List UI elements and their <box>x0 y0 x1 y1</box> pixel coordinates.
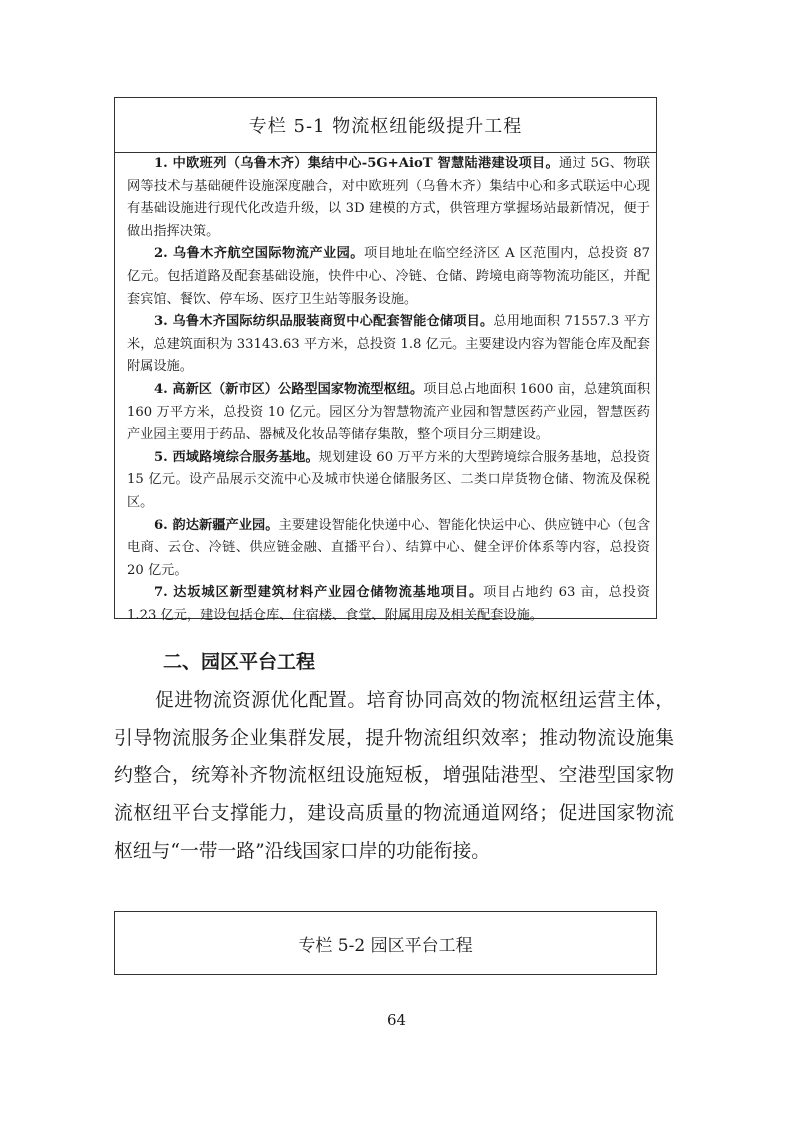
column-box-5-2 <box>114 911 657 975</box>
list-item <box>127 515 650 583</box>
item-text: 项目总占地面积 1600 亩，总建筑面积 160 万平方米，总投资 10 亿元。园区分为智慧物流产业园和智慧医药产业园，智慧医药产业园主要用于药品、器械及化妆品等储存集散，整个项目分三期建设。 <box>127 381 651 443</box>
column-box-5-1 <box>114 97 657 623</box>
page-number: 64 <box>386 1011 407 1029</box>
item-text: 主要建设智能化快递中心、智能化快运中心、供应链中心（包含电商、云仓、冷链、供应链金融、直播平台）、结算中心、健全评价体系等内容，总投资 20 亿元。 <box>127 517 651 578</box>
item-text: 项目占地约 63 亩，总投资 1.23 亿元，建设包括仓库、住宿楼、食堂、附属用房及相关配套设施。 <box>127 585 650 623</box>
list-item <box>127 379 650 447</box>
column-body <box>115 153 656 627</box>
item-lead: 2. 乌鲁木齐航空国际物流产业园。 <box>154 246 364 262</box>
item-text: 通过 5G、物联网等技术与基础硬件设施深度融合，对中欧班列（乌鲁木齐）集结中心和多式联运中心现有基础设施进行现代化改造升级，以 3D 建模的方式，供管理方掌握场站最新情况，便于做出指挥决策。 <box>127 156 650 239</box>
item-lead: 5. 西域路境综合服务基地。 <box>154 449 319 465</box>
column-title: 专栏 5-2 园区平台工程 <box>298 935 473 956</box>
list-item <box>127 311 650 379</box>
list-item <box>127 582 650 627</box>
item-lead: 3. 乌鲁木齐国际纺织品服装商贸中心配套智能仓储项目。 <box>154 314 494 330</box>
list-item <box>127 243 650 311</box>
item-lead: 4. 高新区（新市区）公路型国家物流型枢纽。 <box>154 381 424 397</box>
item-text: 规划建设 60 万平方米的大型跨境综合服务基地，总投资 15 亿元。设产品展示交流中心及城市快递仓储服务区、二类口岸货物仓储、物流及保税区。 <box>127 449 651 510</box>
section-heading: 二、园区平台工程 <box>163 651 316 673</box>
item-lead: 7. 达坂城区新型建筑材料产业园仓储物流基地项目。 <box>154 585 484 601</box>
body-paragraph: 促进物流资源优化配置。培育协同高效的物流枢纽运营主体，引导物流服务企业集群发展，提升物流组织效率；推动物流设施集约整合，统筹补齐物流枢纽设施短板，增强陆港型、空港型国家物流枢纽平台支撑能力，建设高质量的物流通道网络；促进国家物流枢纽与“一带一路”沿线国家口岸的功能衔接。 <box>114 690 674 862</box>
list-item <box>127 153 650 243</box>
item-lead: 6. 韵达新疆产业园。 <box>154 517 279 533</box>
column-title: 专栏 5-1 物流枢纽能级提升工程 <box>115 98 656 153</box>
item-text: 总用地面积 71557.3 平方米，总建筑面积为 33143.63 平方米，总投资 1.8 亿元。主要建设内容为智能仓库及配套附属设施。 <box>127 314 651 375</box>
item-lead: 1. 中欧班列（乌鲁木齐）集结中心-5G+AioT 智慧陆港建设项目。 <box>154 156 560 171</box>
item-text: 项目地址在临空经济区 A 区范围内，总投资 87 亿元。包括道路及配套基础设施，快件中心、冷链、仓储、跨境电商等物流功能区，并配套宾馆、餐饮、停车场、医疗卫生站等服务设施。 <box>127 246 650 307</box>
list-item <box>127 447 650 515</box>
